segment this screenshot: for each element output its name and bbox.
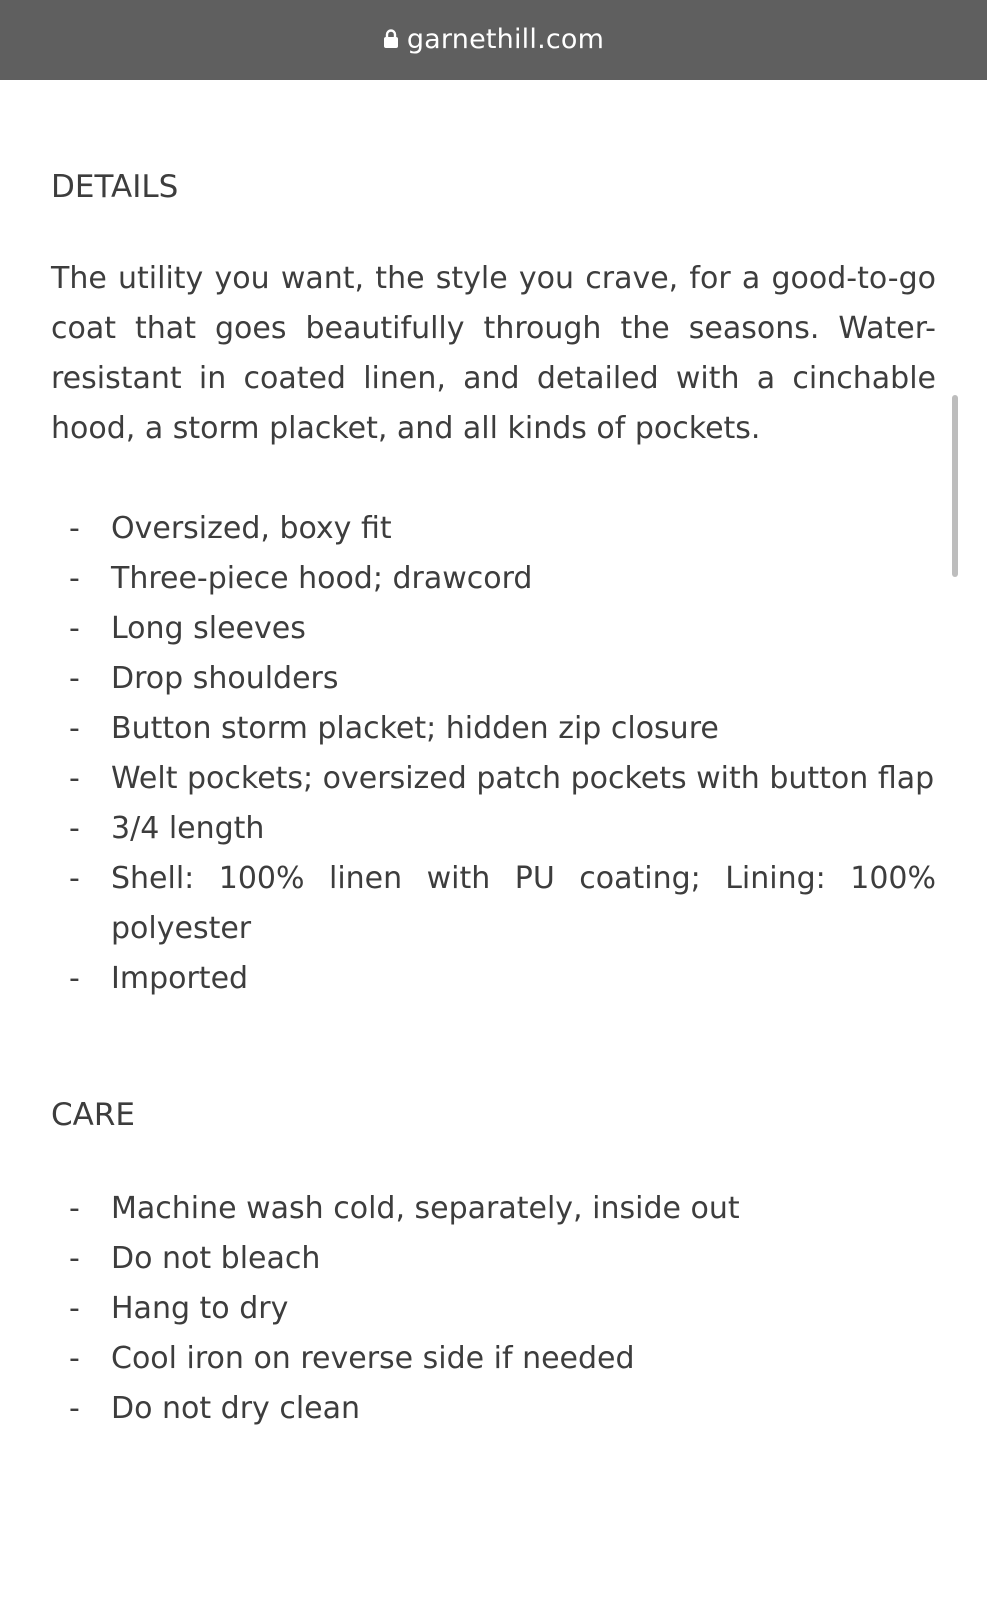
care-text: Machine wash cold, separately, inside out — [111, 1191, 740, 1226]
list-item — [51, 1184, 936, 1234]
bullet-dash: - — [69, 661, 80, 696]
bullet-dash: - — [69, 961, 80, 996]
bullet-dash: - — [69, 1241, 80, 1276]
care-text: Do not dry clean — [111, 1391, 361, 1426]
list-item — [51, 654, 936, 704]
list-item — [51, 854, 936, 954]
product-details-content — [51, 162, 936, 1434]
vertical-scrollbar[interactable] — [952, 395, 958, 577]
details-description: The utility you want, the style you crave, for a good-to-go coat that goes beautifully through the seasons. Water-resistant in coated linen, and detailed with a cinchable hood, a storm placket, and all kinds of pockets. — [51, 261, 936, 446]
bullet-dash: - — [69, 561, 80, 596]
feature-text: Button storm placket; hidden zip closure — [111, 711, 719, 746]
list-item — [51, 804, 936, 854]
bullet-dash: - — [69, 511, 80, 546]
care-text: Do not bleach — [111, 1241, 321, 1276]
list-item — [51, 1234, 936, 1284]
list-item — [51, 704, 936, 754]
list-item — [51, 554, 936, 604]
url-text: garnethill.com — [406, 23, 605, 55]
bullet-dash: - — [69, 861, 80, 896]
feature-text: Three-piece hood; drawcord — [111, 561, 533, 596]
care-list — [51, 1184, 936, 1434]
care-text: Hang to dry — [111, 1291, 289, 1326]
feature-text: Long sleeves — [111, 611, 306, 646]
list-item — [51, 504, 936, 554]
care-text: Cool iron on reverse side if needed — [111, 1341, 635, 1376]
list-item — [51, 1284, 936, 1334]
details-heading: DETAILS — [51, 169, 179, 205]
features-list — [51, 504, 936, 1004]
bullet-dash: - — [69, 761, 80, 796]
lock-icon — [383, 29, 399, 49]
url-display[interactable] — [383, 24, 604, 55]
bullet-dash: - — [69, 1391, 80, 1426]
bullet-dash: - — [69, 1341, 80, 1376]
feature-text: 3/4 length — [111, 811, 265, 846]
bullet-dash: - — [69, 1191, 80, 1226]
list-item — [51, 1334, 936, 1384]
feature-text: Welt pockets; oversized patch pockets with button flap — [111, 761, 935, 796]
bullet-dash: - — [69, 711, 80, 746]
list-item — [51, 604, 936, 654]
bullet-dash: - — [69, 1291, 80, 1326]
bullet-dash: - — [69, 611, 80, 646]
list-item — [51, 954, 936, 1004]
browser-url-bar[interactable] — [0, 0, 987, 80]
list-item — [51, 1384, 936, 1434]
feature-text: Shell: 100% linen with PU coating; Lining: 100% polyester — [111, 861, 936, 946]
bullet-dash: - — [69, 811, 80, 846]
care-heading: CARE — [51, 1097, 135, 1133]
feature-text: Imported — [111, 961, 249, 996]
list-item — [51, 754, 936, 804]
feature-text: Drop shoulders — [111, 661, 339, 696]
feature-text: Oversized, boxy fit — [111, 511, 392, 546]
